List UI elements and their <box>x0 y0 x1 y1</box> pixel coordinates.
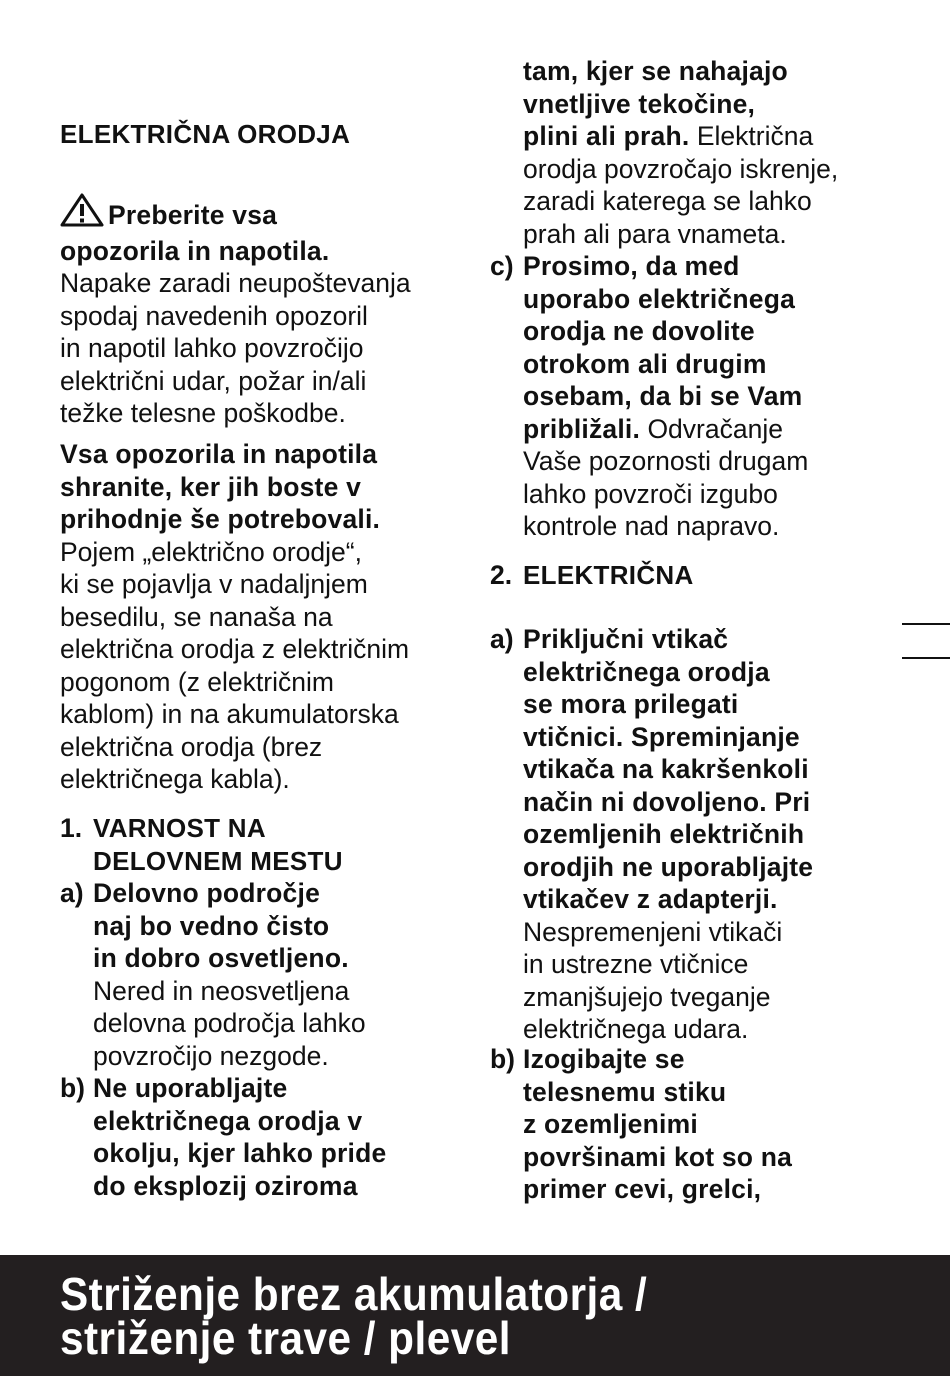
item-bold-line: z ozemljenimi <box>523 1109 698 1139</box>
warning-heading-line: Preberite vsa <box>108 200 278 230</box>
item-bold-line: osebam, da bi se Vam <box>523 381 803 411</box>
item-c <box>490 250 913 543</box>
item-bold-line: Delovno področje <box>93 878 321 908</box>
section-number: 2. <box>490 560 513 590</box>
section-title: ELEKTRIČNA ORODJA <box>60 119 351 149</box>
item-bold-line: okolju, kjer lahko pride <box>93 1138 387 1168</box>
keep-text-line: električna orodja (brez <box>60 731 323 762</box>
item-label: b) <box>490 1044 516 1074</box>
footer-title-line: Striženje brez akumulatorja / <box>60 1268 648 1320</box>
item-label: c) <box>490 251 514 281</box>
warning-text-line: električni udar, požar in/ali <box>60 365 367 396</box>
section-title-line: VARNOST NA <box>93 813 266 843</box>
item-text-line: delovna področja lahko <box>93 1008 366 1038</box>
item-bold-line: način ni dovoljeno. Pri <box>523 786 811 817</box>
item-label: b) <box>60 1073 86 1103</box>
item-text-line: zaradi katerega se lahko <box>523 186 812 216</box>
item-bold-line: vnetljive tekočine, <box>523 88 756 119</box>
keep-text-line: električnega kabla). <box>60 764 290 794</box>
item-bold-line: vtikačev z adapterji. <box>523 884 778 914</box>
section-title-line: ELEKTRIČNA <box>523 560 694 590</box>
footer-title <box>60 1268 648 1364</box>
item-text-line: orodja povzročajo iskrenje, <box>523 153 839 184</box>
item-text-line: električnega udara. <box>523 1014 749 1044</box>
section-1-heading <box>60 812 473 877</box>
warning-triangle-icon <box>60 193 104 235</box>
warning-text-line: in napotil lahko povzročijo <box>60 333 364 363</box>
item-bold-line: in dobro osvetljeno. <box>93 943 349 973</box>
item-bold-line: ozemljenih električnih <box>523 819 805 849</box>
item-text-line: zmanjšujejo tveganje <box>523 981 771 1012</box>
keep-text-line: Pojem „električno orodje“, <box>60 536 362 567</box>
item-bold-line: uporabo električnega <box>523 283 796 314</box>
item-bold-line: naj bo vedno čisto <box>93 910 330 941</box>
item-text-line: Nered in neosvetljena <box>93 975 350 1006</box>
keep-text-line: električna orodja z električnim <box>60 634 410 664</box>
item-text-line: Vaše pozornosti drugam <box>523 446 809 476</box>
thumb-index-line <box>902 657 950 659</box>
item-bold-line: se mora prilegati <box>523 689 739 719</box>
keep-text-line: kablom) in na akumulatorska <box>60 699 399 729</box>
item-label: a) <box>60 878 84 908</box>
item-inline-text: Električna <box>696 121 814 151</box>
item-bold-line: vtikača na kakršenkoli <box>523 754 809 784</box>
item-2a <box>490 623 933 1046</box>
warning-text-line: težke telesne poškodbe. <box>60 398 346 428</box>
item-bold-line: do eksplozij oziroma <box>93 1170 358 1201</box>
section-2-heading <box>490 559 913 592</box>
section-title-line: DELOVNEM MESTU <box>93 845 343 876</box>
item-bold-line: Priključni vtikač <box>523 624 729 654</box>
item-text-line: lahko povzroči izgubo <box>523 478 778 509</box>
item-bold-line: Prosimo, da med <box>523 251 740 281</box>
item-bold-line: električnega orodja <box>523 656 770 687</box>
keep-instructions-block <box>60 438 470 796</box>
item-bold-line: električnega orodja v <box>93 1105 363 1136</box>
item-bold-line: plini ali prah. <box>523 121 690 151</box>
item-bold-line: približali. <box>523 413 641 444</box>
keep-heading-line: shranite, ker jih boste v <box>60 471 362 502</box>
item-bold-line: Izogibajte se <box>523 1044 685 1074</box>
item-b <box>60 1072 473 1202</box>
keep-heading-line: prihodnje še potrebovali. <box>60 504 381 534</box>
thumb-index-line <box>902 623 950 625</box>
item-bold-line: orodjih ne uporabljajte <box>523 851 814 882</box>
item-bold-line: primer cevi, grelci, <box>523 1174 762 1204</box>
warning-text-line: Napake zaradi neupoštevanja <box>60 268 411 298</box>
item-2b <box>490 1043 913 1206</box>
item-bold-line: orodja ne dovolite <box>523 316 755 346</box>
item-text-line: kontrole nad napravo. <box>523 511 780 541</box>
keep-text-line: ki se pojavlja v nadaljnjem <box>60 569 368 599</box>
item-inline-text: Odvračanje <box>647 413 783 444</box>
item-text-line: povzročijo nezgode. <box>93 1040 329 1071</box>
keep-text-line: pogonom (z električnim <box>60 666 334 697</box>
item-bold-line: tam, kjer se nahajajo <box>523 56 788 86</box>
item-a <box>60 877 473 1072</box>
item-label: a) <box>490 624 514 654</box>
footer-banner <box>0 1255 950 1376</box>
item-text-line: in ustrezne vtičnice <box>523 949 749 979</box>
item-text-line: Nespremenjeni vtikači <box>523 916 783 947</box>
warning-block <box>60 193 465 430</box>
item-bold-line: Ne uporabljajte <box>93 1073 288 1103</box>
warning-text-line: spodaj navedenih opozoril <box>60 300 368 331</box>
item-bold-line: telesnemu stiku <box>523 1076 727 1107</box>
item-text-line: prah ali para vnameta. <box>523 218 787 249</box>
section-number: 1. <box>60 813 83 843</box>
footer-title-line: striženje trave / plevel <box>60 1312 511 1364</box>
item-bold-line: površinami kot so na <box>523 1141 793 1172</box>
item-bold-line: otrokom ali drugim <box>523 348 767 379</box>
keep-text-line: besedilu, se nanaša na <box>60 601 333 632</box>
item-bold-line: vtičnici. Spreminjanje <box>523 721 800 752</box>
warning-heading-line: opozorila in napotila. <box>60 235 330 266</box>
item-b-continued <box>490 55 913 250</box>
keep-heading-line: Vsa opozorila in napotila <box>60 439 378 469</box>
